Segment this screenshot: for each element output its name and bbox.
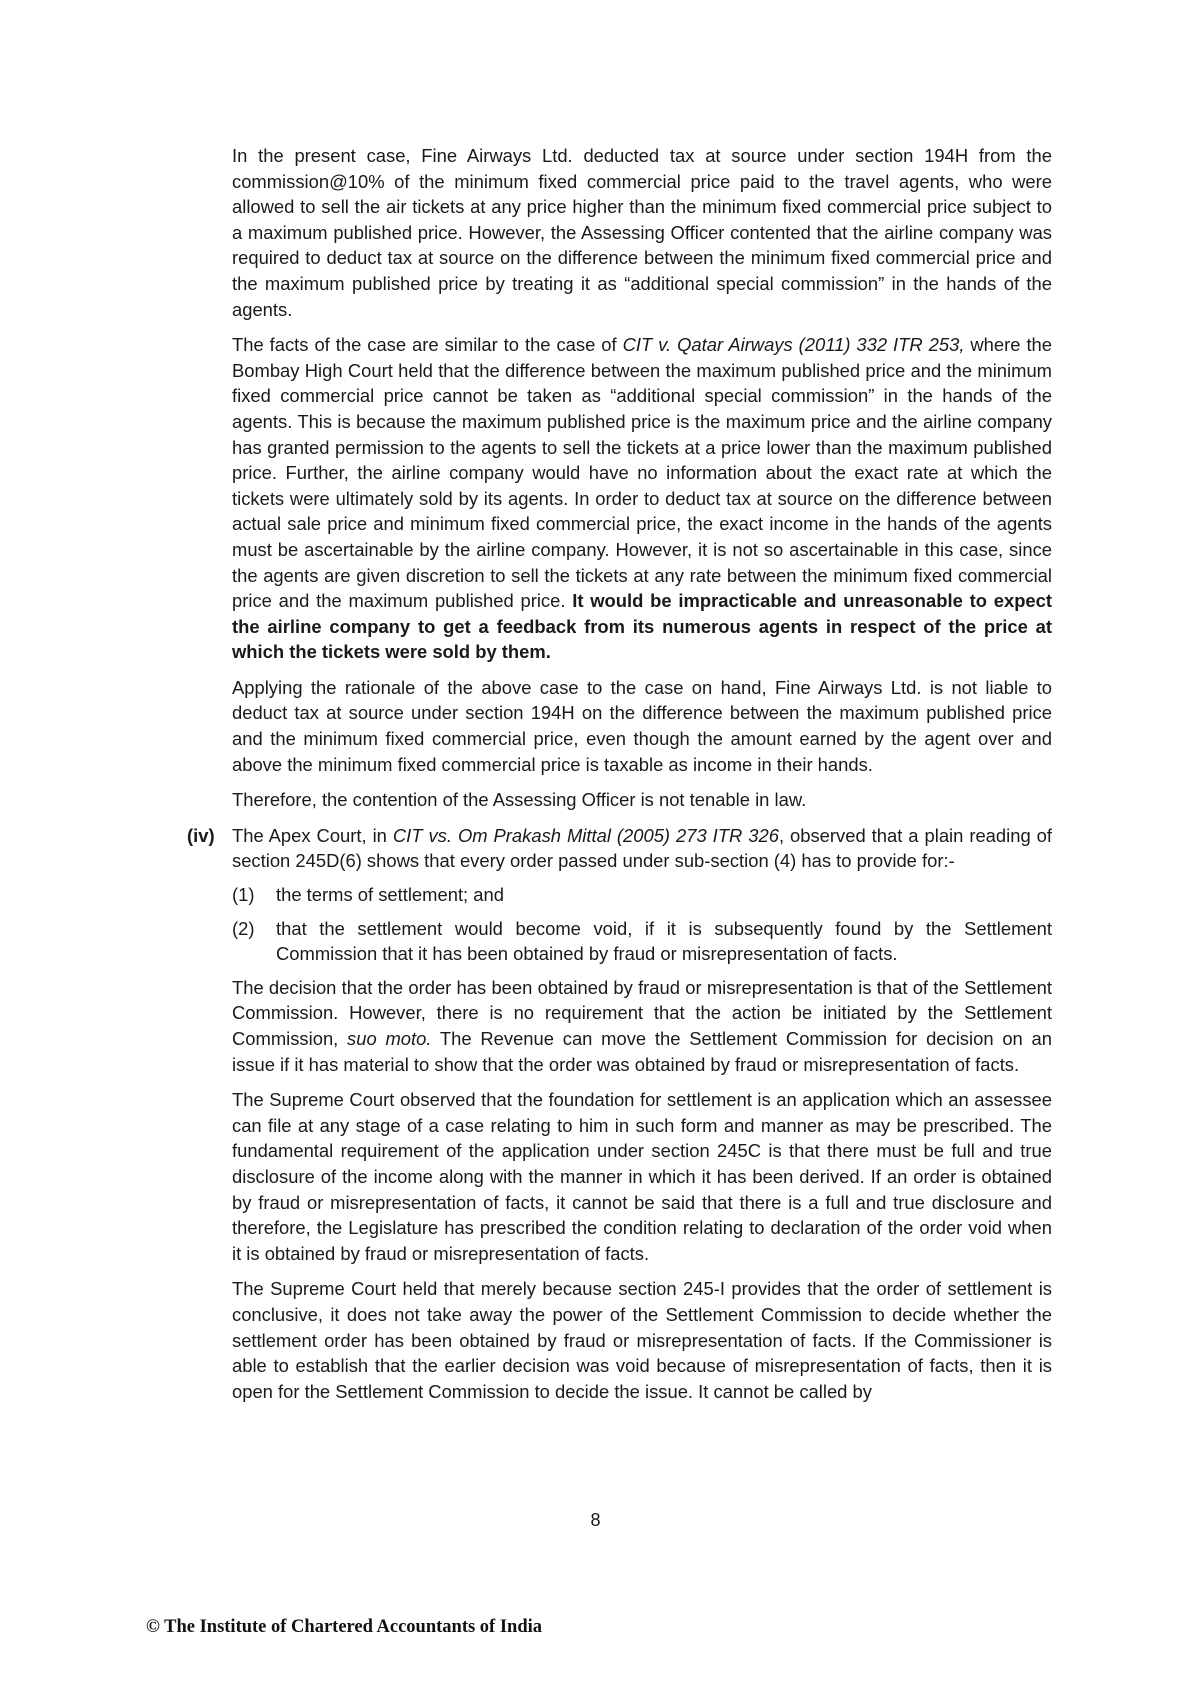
paragraph-application: Applying the rationale of the above case to the case on hand, Fine Airways Ltd. is not liable to deduct tax at source under section 194H on the difference between the maximum published price and the minimum fixed commercial price, even though the amount earned by the agent over and above the minimum fixed commercial price is taxable as income in their hands. (232, 676, 1052, 775)
bold-conclusion: It would be impracticable and unreasonable to expect the airline company to get a feedback from its numerous agents in respect of the price at which the tickets were sold by them. (232, 590, 1053, 663)
paragraph-qatar-airways-case (232, 332, 1052, 665)
case-citation: CIT v. Qatar Airways (2011) 332 ITR 253, (622, 334, 965, 356)
paragraph-contention-conclusion: Therefore, the contention of the Assessing Officer is not tenable in law. (232, 789, 807, 811)
sub-item-text: the terms of settlement; and (276, 884, 504, 906)
paragraph-text: The decision that the order has been obtained by fraud or misrepresentation is that of the Settlement Commission. However, there is no requirement that the action be initiated by the Settlement Commission, (232, 976, 1052, 1049)
copyright-footer: © The Institute of Chartered Accountants of India (146, 1617, 543, 1637)
paragraph-text: The facts of the case are similar to the case of (232, 334, 623, 356)
sub-item-number: (1) (232, 884, 255, 906)
sub-item-text: that the settlement would become void, if it is subsequently found by the Settlement Commission that it has been obtained by fraud or misrepresentation of facts. (276, 917, 1052, 965)
case-citation: CIT vs. Om Prakash Mittal (2005) 273 ITR 326 (392, 824, 779, 846)
page-body (187, 143, 1053, 1414)
paragraph-text: , observed that a plain reading of section 245D(6) shows that every order passed under sub-section (4) has to provide for:- (232, 824, 1052, 872)
item-label: (iv) (187, 824, 215, 846)
paragraph-supreme-court-holding: The Supreme Court held that merely because section 245-I provides that the order of settlement is conclusive, it does not take away the power of the Settlement Commission to decide whether the settlement order has been obtained by fraud or misrepresentation of facts. If the Commissioner is able to establish that the earlier decision was void because of misrepresentation of facts, then it is open for the Settlement Commission to decide the issue. It cannot be called by (232, 1278, 1052, 1402)
page-number: 8 (590, 1510, 601, 1530)
paragraph-text: where the Bombay High Court held that the difference between the maximum published price and the minimum fixed commercial price cannot be taken as “additional special commission” in the hands of the agents. This is because the maximum published price is the maximum price and the airline company has granted permission to the agents to sell the tickets at a price lower than the maximum published price. Further, the airline company would have no information about the exact rate at which the tickets were ultimately sold by its agents. In order to deduct tax at source on the difference between actual sale price and minimum fixed commercial price, the exact income in the hands of the agents must be ascertainable by the airline company. However, it is not so ascertainable in this case, since the agents are given discretion to sell the tickets at any rate between the minimum fixed commercial price and the maximum published price. (232, 334, 1053, 612)
paragraph-text: The Apex Court, in (232, 824, 393, 846)
sub-item-number: (2) (232, 917, 255, 939)
sub-item (232, 882, 1052, 908)
paragraph-fine-airways-facts: In the present case, Fine Airways Ltd. deducted tax at source under section 194H from the commission@10% of the minimum fixed commercial price paid to the travel agents, who were allowed to sell the air tickets at any price higher than the minimum fixed commercial price subject to a maximum published price. However, the Assessing Officer contented that the airline company was required to deduct tax at source on the difference between the minimum fixed commercial price and the maximum published price by treating it as “additional special commission” in the hands of the agents. (232, 145, 1052, 320)
answer-item-iv (187, 823, 1052, 874)
sub-item (232, 916, 1052, 967)
paragraph-supreme-court-observation: The Supreme Court observed that the foundation for settlement is an application which an assessee can file at any stage of a case relating to him in such form and manner as may be prescribed. The fundamental requirement of the application under section 245C is that there must be full and true disclosure of the income along with the manner in which it has been derived. If an order is obtained by fraud or misrepresentation of facts, it cannot be said that there is a full and true disclosure and therefore, the Legislature has prescribed the condition relating to declaration of the order void when it is obtained by fraud or misrepresentation of facts. (232, 1089, 1052, 1264)
paragraph-settlement-decision (232, 975, 1052, 1077)
paragraph-text: The Revenue can move the Settlement Commission for decision on an issue if it has material to show that the order was obtained by fraud or misrepresentation of facts. (232, 1028, 1052, 1075)
italic-term: suo moto. (347, 1028, 432, 1049)
